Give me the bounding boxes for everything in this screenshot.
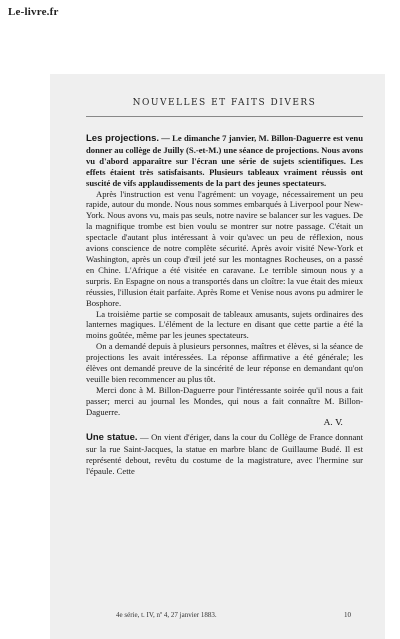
section-signature: A. V. [323, 417, 343, 428]
section-heading: Les projections. [86, 133, 159, 144]
section-paragraph: La troisième partie se composait de tableaux amusants, sujets ordinaires des lanternes magiques. L'élément de la lecture en disant que cette partie a été la moins goûtée, même par les jeunes spectateurs. [86, 308, 363, 341]
page-sheet [50, 74, 385, 639]
issue-reference: 4e série, t. IV, nº 4, 27 janvier 1883. [116, 611, 217, 619]
page-title: NOUVELLES ET FAITS DIVERS [132, 98, 317, 108]
site-logo: Le-livre.fr [8, 6, 59, 18]
section-projections-intro [86, 133, 363, 189]
section-paragraph: — Le dimanche 7 janvier, M. Billon-Daguerre est venu donner au collège de Juilly (S.-et-M.) une séance de projections. Nous avons vu d'abord apparaître sur l'écran une série de sujets scientifiques. Les effets étaient très satisfaisants. Plusieurs tableaux vraiment réussis ont suscité de vifs applaudissements de la part des jeunes spectateurs. [86, 133, 363, 188]
section-heading: Une statue. [86, 432, 138, 444]
section-paragraph: Merci donc à M. Billon-Daguerre pour l'intéressante soirée qu'il nous a fait passer; merci au journal les Mondes, qui nous a fait connaître M. Billon-Daguerre. [86, 384, 363, 417]
section-paragraph: On a demandé depuis à plusieurs personnes, maîtres et élèves, si la séance de projections les avait intéressées. La réponse affirmative a été générale; les élèves ont demandé preuve de la sincérité de leur réponse en demandant qu'on veuille bien recommencer au plus tôt. [86, 341, 363, 384]
section-paragraph: Après l'instruction est venu l'agrément: un voyage, nécessairement un peu rapide, autour du monde. Nous nous sommes embarqués à Liverpool pour New-York. Nous avons vu, mais pas seuls, notre navire se balancer sur les vagues. De la magnifique trombe est bien voulu se montrer sur notre passage. C'était un spectacle d'autant plus intéressant à voir qu'avec un peu de réflexion, nous avions conscience de notre complète sécurité. Après avoir visité New-York et Washington, après un coup d'œil jeté sur les montagnes Rocheuses, on a passé en Chine. L'Afrique a été visitée en caravane. Le terrible simoun nous y a surpris. En Espagne on nous a transportés dans un cloître: la vue était des mieux réussies, l'illusion était parfaite. Après Rome et Venise nous avons pu admirer le Bosphore. [86, 188, 363, 308]
scanned-page [50, 74, 385, 639]
page-number: 10 [344, 611, 351, 619]
section-statue-intro [86, 432, 363, 477]
title-divider [86, 116, 363, 117]
section-paragraph: — On vient d'ériger, dans la cour du Collège de France donnant sur la rue Saint-Jacques, la statue en marbre blanc de Guillaume Budé. Il est représenté debout, revêtu du costume de la magistrature, avec l'hermine sur l'épaule. Cette [86, 432, 363, 477]
